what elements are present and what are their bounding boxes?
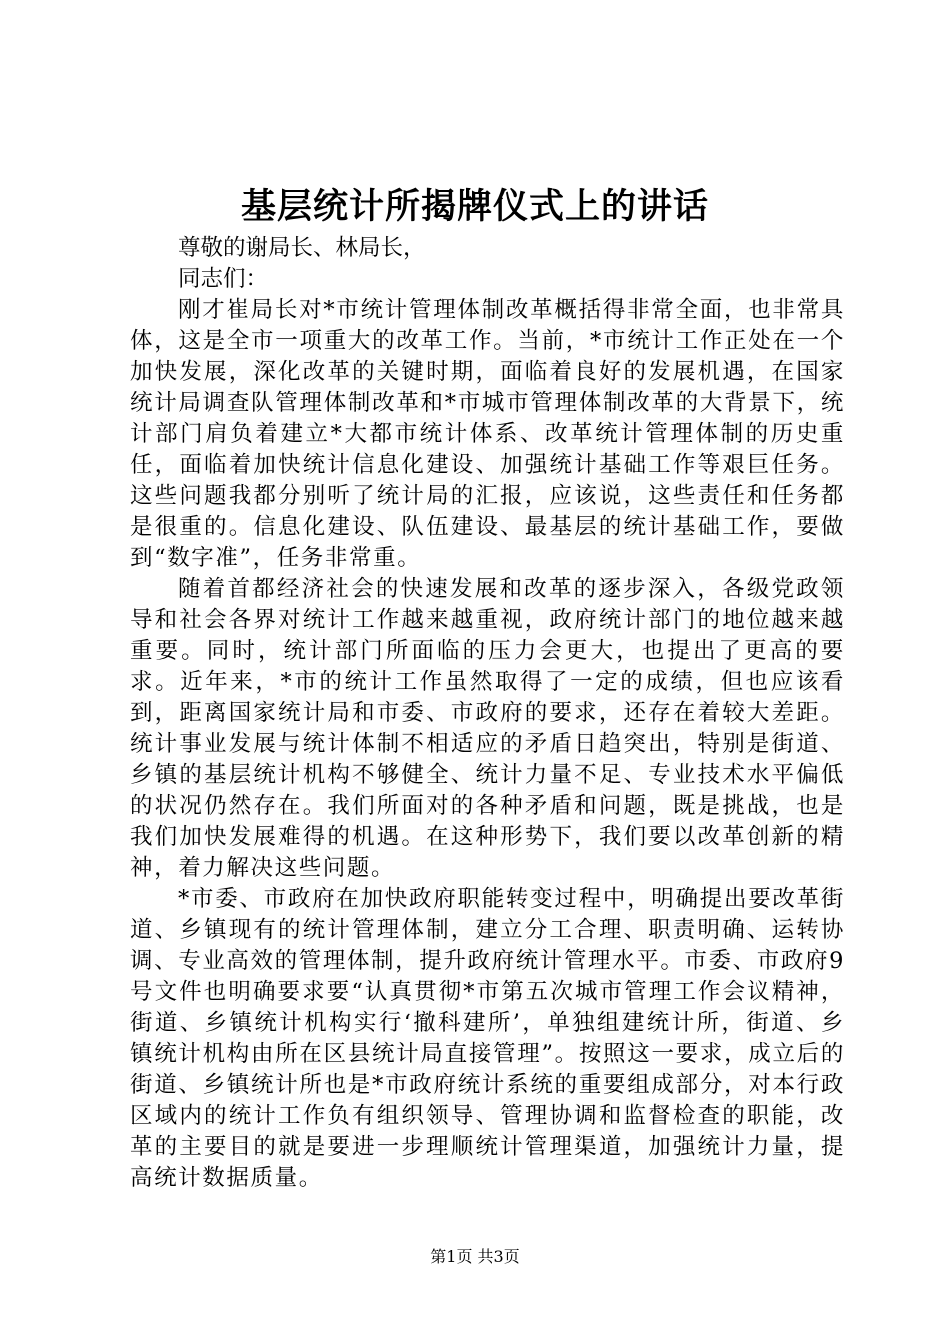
paragraph-3: *市委、市政府在加快政府职能转变过程中，明确提出要改革街道、乡镇现有的统计管理体制，建立分工合理、职责明确、运转协调、专业高效的管理体制，提升政府统计管理水平。市委、市政府9号文件也明确要求要“认真贯彻*市第五次城市管理工作会议精神，街道、乡镇统计机构实行‘撤科建所’，单独组建统计所，街道、乡镇统计机构由所在区县统计局直接管理”。按照这一要求，成立后的街道、乡镇统计所也是*市政府统计系统的重要组成部分，对本行政区域内的统计工作负有组织领导、管理协调和监督检查的职能，改革的主要目的就是要进一步理顺统计管理渠道，加强统计力量，提高统计数据质量。 [130, 886, 845, 1191]
document-title: 基层统计所揭牌仪式上的讲话 [240, 186, 709, 227]
paragraph-1: 刚才崔局长对*市统计管理体制改革概括得非常全面，也非常具体，这是全市一项重大的改革工作。当前，*市统计工作正处在一个加快发展，深化改革的关键时期，面临着良好的发展机遇，在国家统计局调查队管理体制改革和*市城市管理体制改革的大背景下，统计部门肩负着建立*大都市统计体系、改革统计管理体制的历史重任，面临着加快统计信息化建设、加强统计基础工作等艰巨任务。这些问题我都分别听了统计局的汇报，应该说，这些责任和任务都是很重的。信息化建设、队伍建设、最基层的统计基础工作，要做到“数字准”，任务非常重。 [130, 297, 845, 571]
document-body [130, 233, 845, 1194]
paragraph-2: 随着首都经济社会的快速发展和改革的逐步深入，各级党政领导和社会各界对统计工作越来越重视，政府统计部门的地位越来越重要。同时，统计部门所面临的压力会更大，也提出了更高的要求。近年来，*市的统计工作虽然取得了一定的成绩，但也应该看到，距离国家统计局和市委、市政府的要求，还存在着较大差距。统计事业发展与统计体制不相适应的矛盾日趋突出，特别是街道、乡镇的基层统计机构不够健全、统计力量不足、专业技术水平偏低的状况仍然存在。我们所面对的各种矛盾和问题，既是挑战，也是我们加快发展难得的机遇。在这种形势下，我们要以改革创新的精神，着力解决这些问题。 [130, 576, 845, 881]
salutation-line-2: 同志们： [178, 266, 269, 292]
page-number-footer: 第1页 共3页 [430, 1247, 520, 1266]
salutation-line-1: 尊敬的谢局长、林局长， [178, 235, 426, 261]
